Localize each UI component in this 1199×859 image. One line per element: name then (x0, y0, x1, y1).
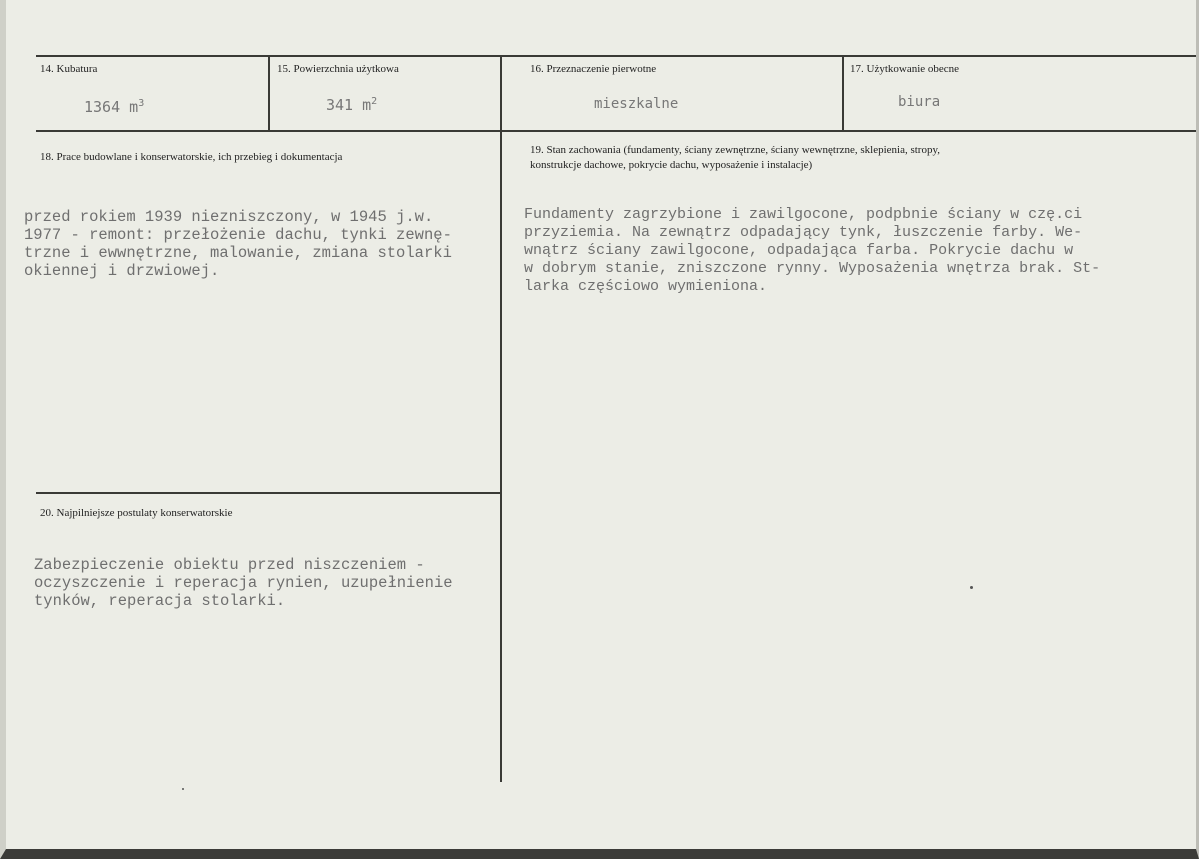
row1-divider-3 (842, 55, 844, 132)
field-20-line: Zabezpieczenie obiektu przed niszczeniem - (34, 556, 425, 574)
field-19-line: Fundamenty zagrzybione i zawilgocone, podpbnie ściany w czę.ci (524, 206, 1083, 223)
paper-speck (970, 586, 973, 589)
field-19-label-1: 19. Stan zachowania (fundamenty, ściany zewnętrzne, ściany wewnętrzne, sklepienia, stropy, (530, 144, 941, 156)
field-18-line: okiennej i drzwiowej. (24, 262, 220, 280)
field-16-label: 16. Przeznaczenie pierwotne (530, 63, 657, 75)
field-14-value (84, 98, 144, 116)
field-18-line: trzne i ewwnętrzne, malowanie, zmiana stolarki (24, 244, 452, 262)
field-19-line: wnątrz ściany zawilgocone, odpadająca farba. Pokrycie dachu w (524, 242, 1074, 259)
field-19-line: larka częściowo wymieniona. (524, 278, 768, 295)
powierzchnia-unit-sup: 2 (371, 96, 378, 107)
field-20-label: 20. Najpilniejsze postulaty konserwatorskie (40, 507, 233, 519)
kubatura-unit-sup: 3 (138, 98, 145, 109)
row3-rule (36, 492, 502, 494)
field-18-label: 18. Prace budowlane i konserwatorskie, ich przebieg i dokumentacja (40, 151, 343, 163)
field-18-line: przed rokiem 1939 niezniszczony, w 1945 j.w. (24, 208, 434, 226)
field-17-value: biura (898, 94, 941, 110)
powierzchnia-value: 341 m (326, 96, 372, 114)
field-19-line: przyziemia. Na zewnątrz odpadający tynk, łuszczenie farby. We- (524, 224, 1083, 241)
field-15-label: 15. Powierzchnia użytkowa (277, 63, 399, 75)
field-19-label-2: konstrukcje dachowe, pokrycie dachu, wyposażenie i instalacje) (530, 159, 813, 171)
row1-divider-2 (500, 55, 502, 132)
row1-divider-1 (268, 55, 270, 132)
field-14-label: 14. Kubatura (40, 63, 98, 75)
main-divider (500, 130, 502, 782)
row1-rule (36, 130, 1196, 132)
field-20-line: oczyszczenie i reperacja rynien, uzupełnienie (34, 574, 453, 592)
field-17-label: 17. Użytkowanie obecne (850, 63, 960, 75)
field-18-line: 1977 - remont: przełożenie dachu, tynki zewnę- (24, 226, 452, 244)
kubatura-value: 1364 m (84, 98, 139, 116)
field-20-line: tynków, reperacja stolarki. (34, 592, 286, 610)
field-15-value (326, 96, 377, 114)
field-19-line: w dobrym stanie, zniszczone rynny. Wyposażenia wnętrza brak. St- (524, 260, 1101, 277)
paper-speck (182, 788, 184, 790)
field-16-value: mieszkalne (594, 96, 679, 112)
top-rule (36, 55, 1196, 57)
